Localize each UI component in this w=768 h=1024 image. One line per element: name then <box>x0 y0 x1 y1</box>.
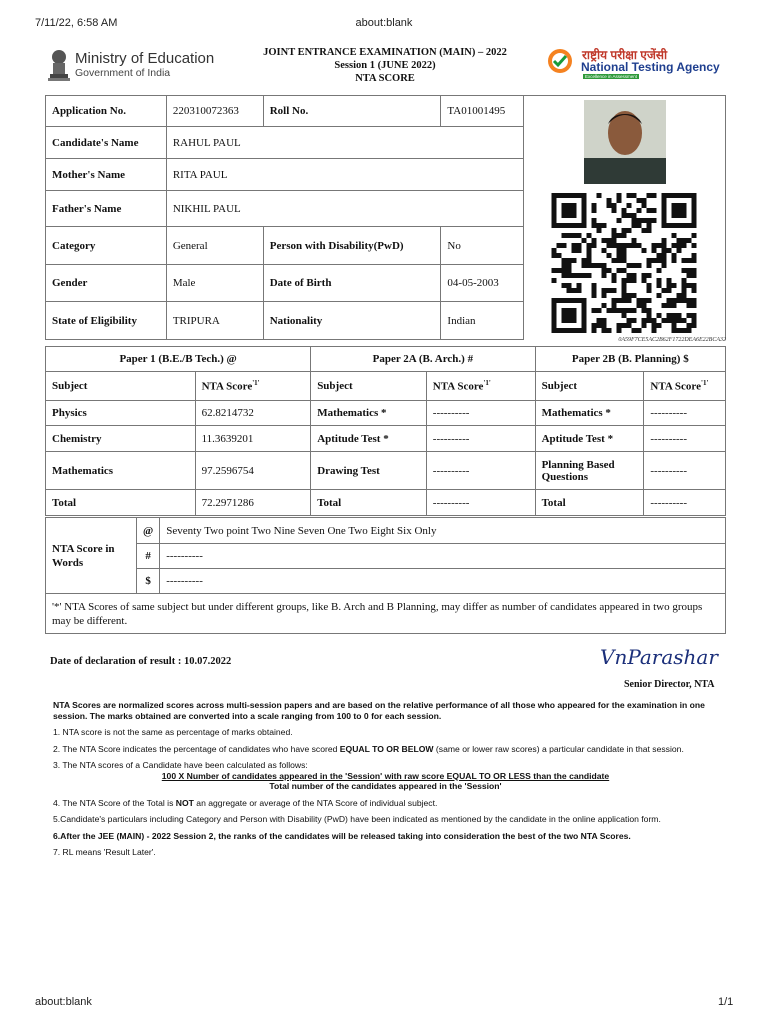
score-words-label: NTA Score in Words <box>46 518 137 594</box>
gender-value: Male <box>166 265 263 302</box>
p2a-score-math: ---------- <box>426 401 535 426</box>
ministry-name: Ministry of Education <box>75 50 215 67</box>
note-5: 5.Candidate's particulars including Category and Person with Disability (PwD) have been indicated as mentioned by the candidate in the online application form. <box>53 814 661 824</box>
state-value: TRIPURA <box>166 302 263 340</box>
roll-value: TA01001495 <box>441 96 524 127</box>
words-symbol-p2b: $ <box>137 569 160 594</box>
category-label: Category <box>46 227 167 265</box>
dob-value: 04-05-2003 <box>441 265 524 302</box>
p2a-score-total: ---------- <box>426 490 535 516</box>
signature: VnParashar <box>600 645 718 669</box>
p2b-subject-aptitude: Aptitude Test * <box>535 426 644 452</box>
table-row <box>46 401 726 426</box>
score-table <box>45 346 726 516</box>
words-symbol-p2a: # <box>137 544 160 569</box>
app-no-label: Application No. <box>46 96 167 127</box>
exam-title: JOINT ENTRANCE EXAMINATION (MAIN) – 2022 <box>263 47 507 58</box>
p1-subject-physics: Physics <box>46 401 196 426</box>
print-tab-title: about:blank <box>355 17 413 29</box>
p2a-score-aptitude: ---------- <box>426 426 535 452</box>
dob-label: Date of Birth <box>263 265 441 302</box>
candidate-photo <box>584 100 666 184</box>
p2a-subject-drawing: Drawing Test <box>311 452 427 490</box>
mother-value: RITA PAUL <box>166 159 524 191</box>
p2a-subject-total: Total <box>311 490 427 516</box>
p1-score-total: 72.2971286 <box>195 490 311 516</box>
nta-english-name: National Testing Agency <box>581 60 720 74</box>
p2a-subject-math: Mathematics * <box>311 401 427 426</box>
photo-cell <box>524 96 726 191</box>
pwd-label: Person with Disability(PwD) <box>263 227 441 265</box>
pwd-value: No <box>441 227 524 265</box>
print-datetime: 7/11/22, 6:58 AM <box>35 17 118 29</box>
nta-hindi-name: राष्ट्रीय परीक्षा एजेंसी <box>582 48 668 62</box>
p2b-subject-header: Subject <box>535 372 644 401</box>
name-label: Candidate's Name <box>46 127 167 159</box>
p2b-score-header: NTA Score$^{'1'}$ <box>644 372 726 401</box>
print-page-count: 1/1 <box>718 996 734 1008</box>
nta-logo-icon <box>547 48 573 74</box>
p1-subject-mathematics: Mathematics <box>46 452 196 490</box>
p2b-subject-math: Mathematics * <box>535 401 644 426</box>
p1-score-physics: 62.8214732 <box>195 401 311 426</box>
p1-subject-total: Total <box>46 490 196 516</box>
app-no-value: 220310072363 <box>166 96 263 127</box>
doc-title: NTA SCORE <box>355 73 415 84</box>
p2b-score-total: ---------- <box>644 490 726 516</box>
name-value: RAHUL PAUL <box>166 127 524 159</box>
signatory-title: Senior Director, NTA <box>624 679 715 690</box>
formula-numerator: 100 X Number of candidates appeared in the 'Session' with raw score EQUAL TO OR LESS than the candidate <box>161 770 610 781</box>
p1-subject-chemistry: Chemistry <box>46 426 196 452</box>
nationality-value: Indian <box>441 302 524 340</box>
mother-label: Mother's Name <box>46 159 167 191</box>
table-row <box>46 426 726 452</box>
p1-score-chemistry: 11.3639201 <box>195 426 311 452</box>
p1-score-mathematics: 97.2596754 <box>195 452 311 490</box>
p1-subject-header: Subject <box>46 372 196 401</box>
gender-label: Gender <box>46 265 167 302</box>
note-2: 2. The NTA Score indicates the percentage of candidates who have scored EQUAL TO OR BELOW (same or lower raw scores) a particular candidate in that session. <box>53 743 684 754</box>
p2a-score-drawing: ---------- <box>426 452 535 490</box>
table-row <box>46 452 726 490</box>
words-value-p2b: ---------- <box>160 569 726 594</box>
p2b-score-aptitude: ---------- <box>644 426 726 452</box>
ministry-subtitle: Government of India <box>75 67 171 79</box>
qr-code-text: 0A59F7CE5AC2B62F1722DEA6E22BCA32 <box>618 337 726 343</box>
note-7: 7. RL means 'Result Later'. <box>53 847 156 857</box>
session-title: Session 1 (JUNE 2022) <box>334 60 436 71</box>
nationality-label: Nationality <box>263 302 441 340</box>
p2a-subject-header: Subject <box>311 372 427 401</box>
nta-tagline: Excellence in Assessment <box>585 74 638 79</box>
emblem-icon <box>47 48 71 82</box>
note-3: 3. The NTA scores of a Candidate have been calculated as follows: <box>53 760 308 770</box>
note-1: 1. NTA score is not the same as percentage of marks obtained. <box>53 727 293 737</box>
p2a-subject-aptitude: Aptitude Test * <box>311 426 427 452</box>
roll-label: Roll No. <box>263 96 441 127</box>
paper2a-header: Paper 2A (B. Arch.) # <box>311 347 535 372</box>
paper2b-header: Paper 2B (B. Planning) $ <box>535 347 725 372</box>
notes-intro: NTA Scores are normalized scores across multi-session papers and are based on the relative performance of all those who appeared for the examination in one session. The marks obtained are converted into a scale ranging from 100 to 0 for each session. <box>53 700 705 721</box>
formula-denominator: Total number of the candidates appeared in the 'Session' <box>269 781 502 791</box>
words-symbol-p1: @ <box>137 518 160 544</box>
p2a-score-header: NTA Score$^{'1'}$ <box>426 372 535 401</box>
score-words-table <box>45 517 726 634</box>
p1-score-header: NTA Score$^{'1'}$ <box>195 372 311 401</box>
state-label: State of Eligibility <box>46 302 167 340</box>
note-4: 4. The NTA Score of the Total is NOT an aggregate or average of the NTA Score of individual subject. <box>53 797 438 808</box>
p2b-score-math: ---------- <box>644 401 726 426</box>
father-value: NIKHIL PAUL <box>166 191 524 227</box>
words-value-p1: Seventy Two point Two Nine Seven One Two Eight Six Only <box>160 518 726 544</box>
p2b-subject-planning: Planning Based Questions <box>535 452 644 490</box>
score-footnote: '*' NTA Scores of same subject but under different groups, like B. Arch and B Planning, may differ as number of candidates appeared in two groups may be different. <box>46 594 726 634</box>
table-row <box>46 490 726 516</box>
print-footer-url: about:blank <box>35 996 92 1008</box>
father-label: Father's Name <box>46 191 167 227</box>
notes-section <box>53 700 718 864</box>
p2b-subject-total: Total <box>535 490 644 516</box>
declaration-date: Date of declaration of result : 10.07.2022 <box>50 656 232 667</box>
category-value: General <box>166 227 263 265</box>
qr-code <box>551 193 697 333</box>
p2b-score-planning: ---------- <box>644 452 726 490</box>
words-value-p2a: ---------- <box>160 544 726 569</box>
note-6: 6.After the JEE (MAIN) - 2022 Session 2, the ranks of the candidates will be released taking into consideration the best of the two NTA Scores. <box>53 830 631 841</box>
paper1-header: Paper 1 (B.E./B Tech.) @ <box>46 347 311 372</box>
